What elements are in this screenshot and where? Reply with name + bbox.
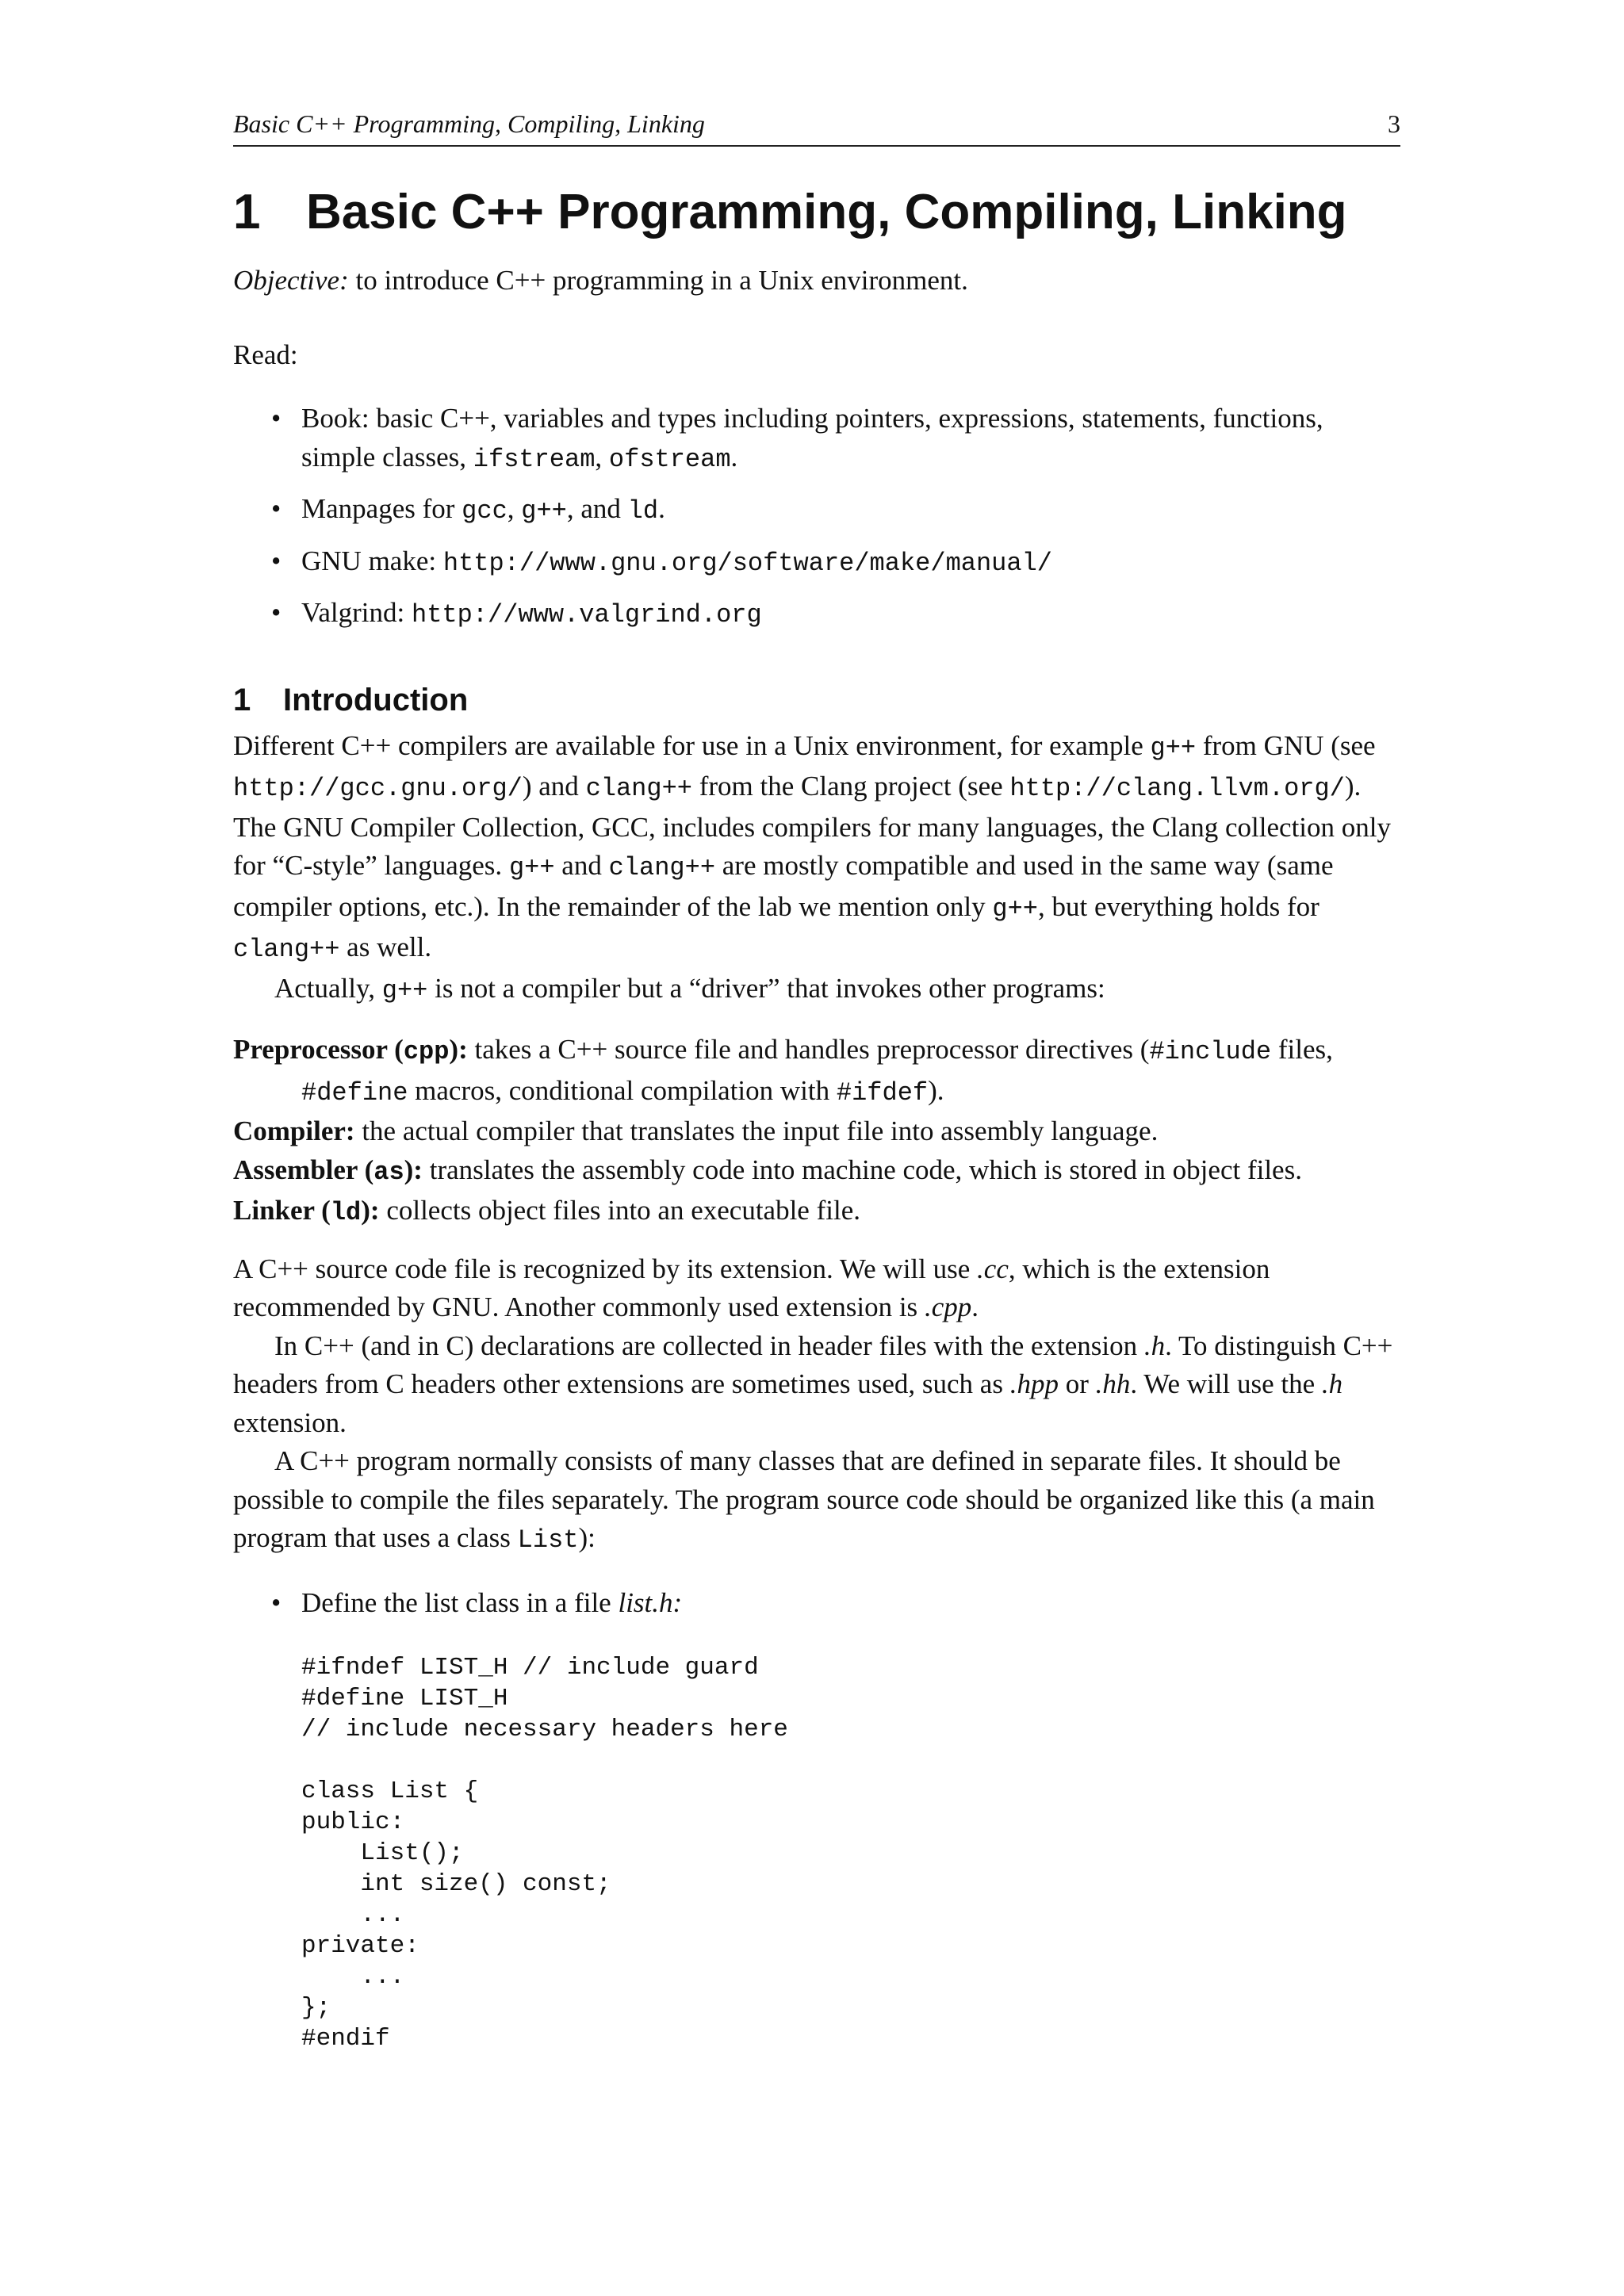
read-label: Read: [233, 339, 298, 370]
objective-label: Objective: [233, 265, 349, 296]
reading-item-gnu-make: • GNU make: http://www.gnu.org/software/make/manual/ [301, 542, 1400, 584]
tool-descriptions [233, 1031, 1400, 1233]
gcc-link[interactable]: http://gcc.gnu.org/ [233, 774, 523, 803]
intro-paragraph: Different C++ compilers are available for use in a Unix environment, for example g++ from GNU (see http://gcc.gnu.org/) and clang++ from the Clang project (see http://clang.llvm.org/). The GNU Compiler Collection, GCC, includes compilers for many languages, the Clang collection only for “C-style” languages. g++ and clang++ are mostly compatible and used in the same way (same compiler options, etc.). In the remainder of the lab we mention only g++, but everything holds for clang++ as well. [233, 729, 1391, 964]
section-number: 1 [233, 682, 251, 718]
clang-link[interactable]: http://clang.llvm.org/ [1009, 774, 1345, 803]
reading-item-book: • Book: basic C++, variables and types including pointers, expressions, statements, functions, simple classes, ifstream, ofstream. [301, 400, 1400, 479]
objective-text: to introduce C++ programming in a Unix environment. [355, 265, 968, 296]
extension-paragraph: A C++ source code file is recognized by its extension. We will use .cc, which is the extension recommended by GNU. Another commonly used extension is .cpp. [233, 1253, 1270, 1322]
list-header-bullet: • Define the list class in a file list.h: [301, 1584, 1400, 1623]
valgrind-link[interactable]: http://www.valgrind.org [412, 600, 762, 629]
reading-item-manpages: • Manpages for gcc, g++, and ld. [301, 490, 1400, 531]
code-listing: #ifndef LIST_H // include guard #define LIST_H // include necessary headers here class List { public: List(); int size() const; ... private: ... }; #endif [301, 1654, 788, 2053]
chapter-number: 1 [233, 185, 261, 239]
reading-item-valgrind: • Valgrind: http://www.valgrind.org [301, 594, 1400, 635]
driver-paragraph: Actually, g++ is not a compiler but a “driver” that invokes other programs: [274, 972, 1105, 1005]
tool-preprocessor: Preprocessor (cpp): takes a C++ source file and handles preprocessor directives (#include files, #define macros, conditional compilation with #ifdef). [233, 1034, 1333, 1108]
page-number: 3 [1388, 109, 1400, 138]
chapter-title [233, 181, 1347, 244]
header-files-paragraph: In C++ (and in C) declarations are collected in header files with the extension .h. To distinguish C++ headers from C headers other extensions are sometimes used, such as .hpp or .hh. We will use the .h extension. [233, 1330, 1393, 1438]
running-title: Basic C++ Programming, Compiling, Linking [233, 109, 705, 138]
tool-compiler: Compiler: the actual compiler that translates the input file into assembly language. [233, 1115, 1159, 1146]
organization-list [233, 1584, 1400, 1623]
section-heading [233, 678, 1400, 722]
tool-assembler: Assembler (as): translates the assembly code into machine code, which is stored in object files. [233, 1154, 1302, 1187]
tool-linker: Linker (ld): collects object files into an executable file. [233, 1195, 860, 1227]
program-organization-paragraph: A C++ program normally consists of many classes that are defined in separate files. It should be possible to compile the files separately. The program source code should be organized like this (a main program that uses a class List): [233, 1445, 1375, 1555]
chapter-title-text: Basic C++ Programming, Compiling, Linking [306, 185, 1347, 239]
document-body [233, 262, 1400, 2054]
section-title: Introduction [283, 682, 469, 718]
objective-paragraph [233, 262, 1400, 300]
gnu-make-link[interactable]: http://www.gnu.org/software/make/manual/ [442, 548, 1052, 578]
reading-list [233, 400, 1400, 635]
running-header [233, 109, 1400, 147]
